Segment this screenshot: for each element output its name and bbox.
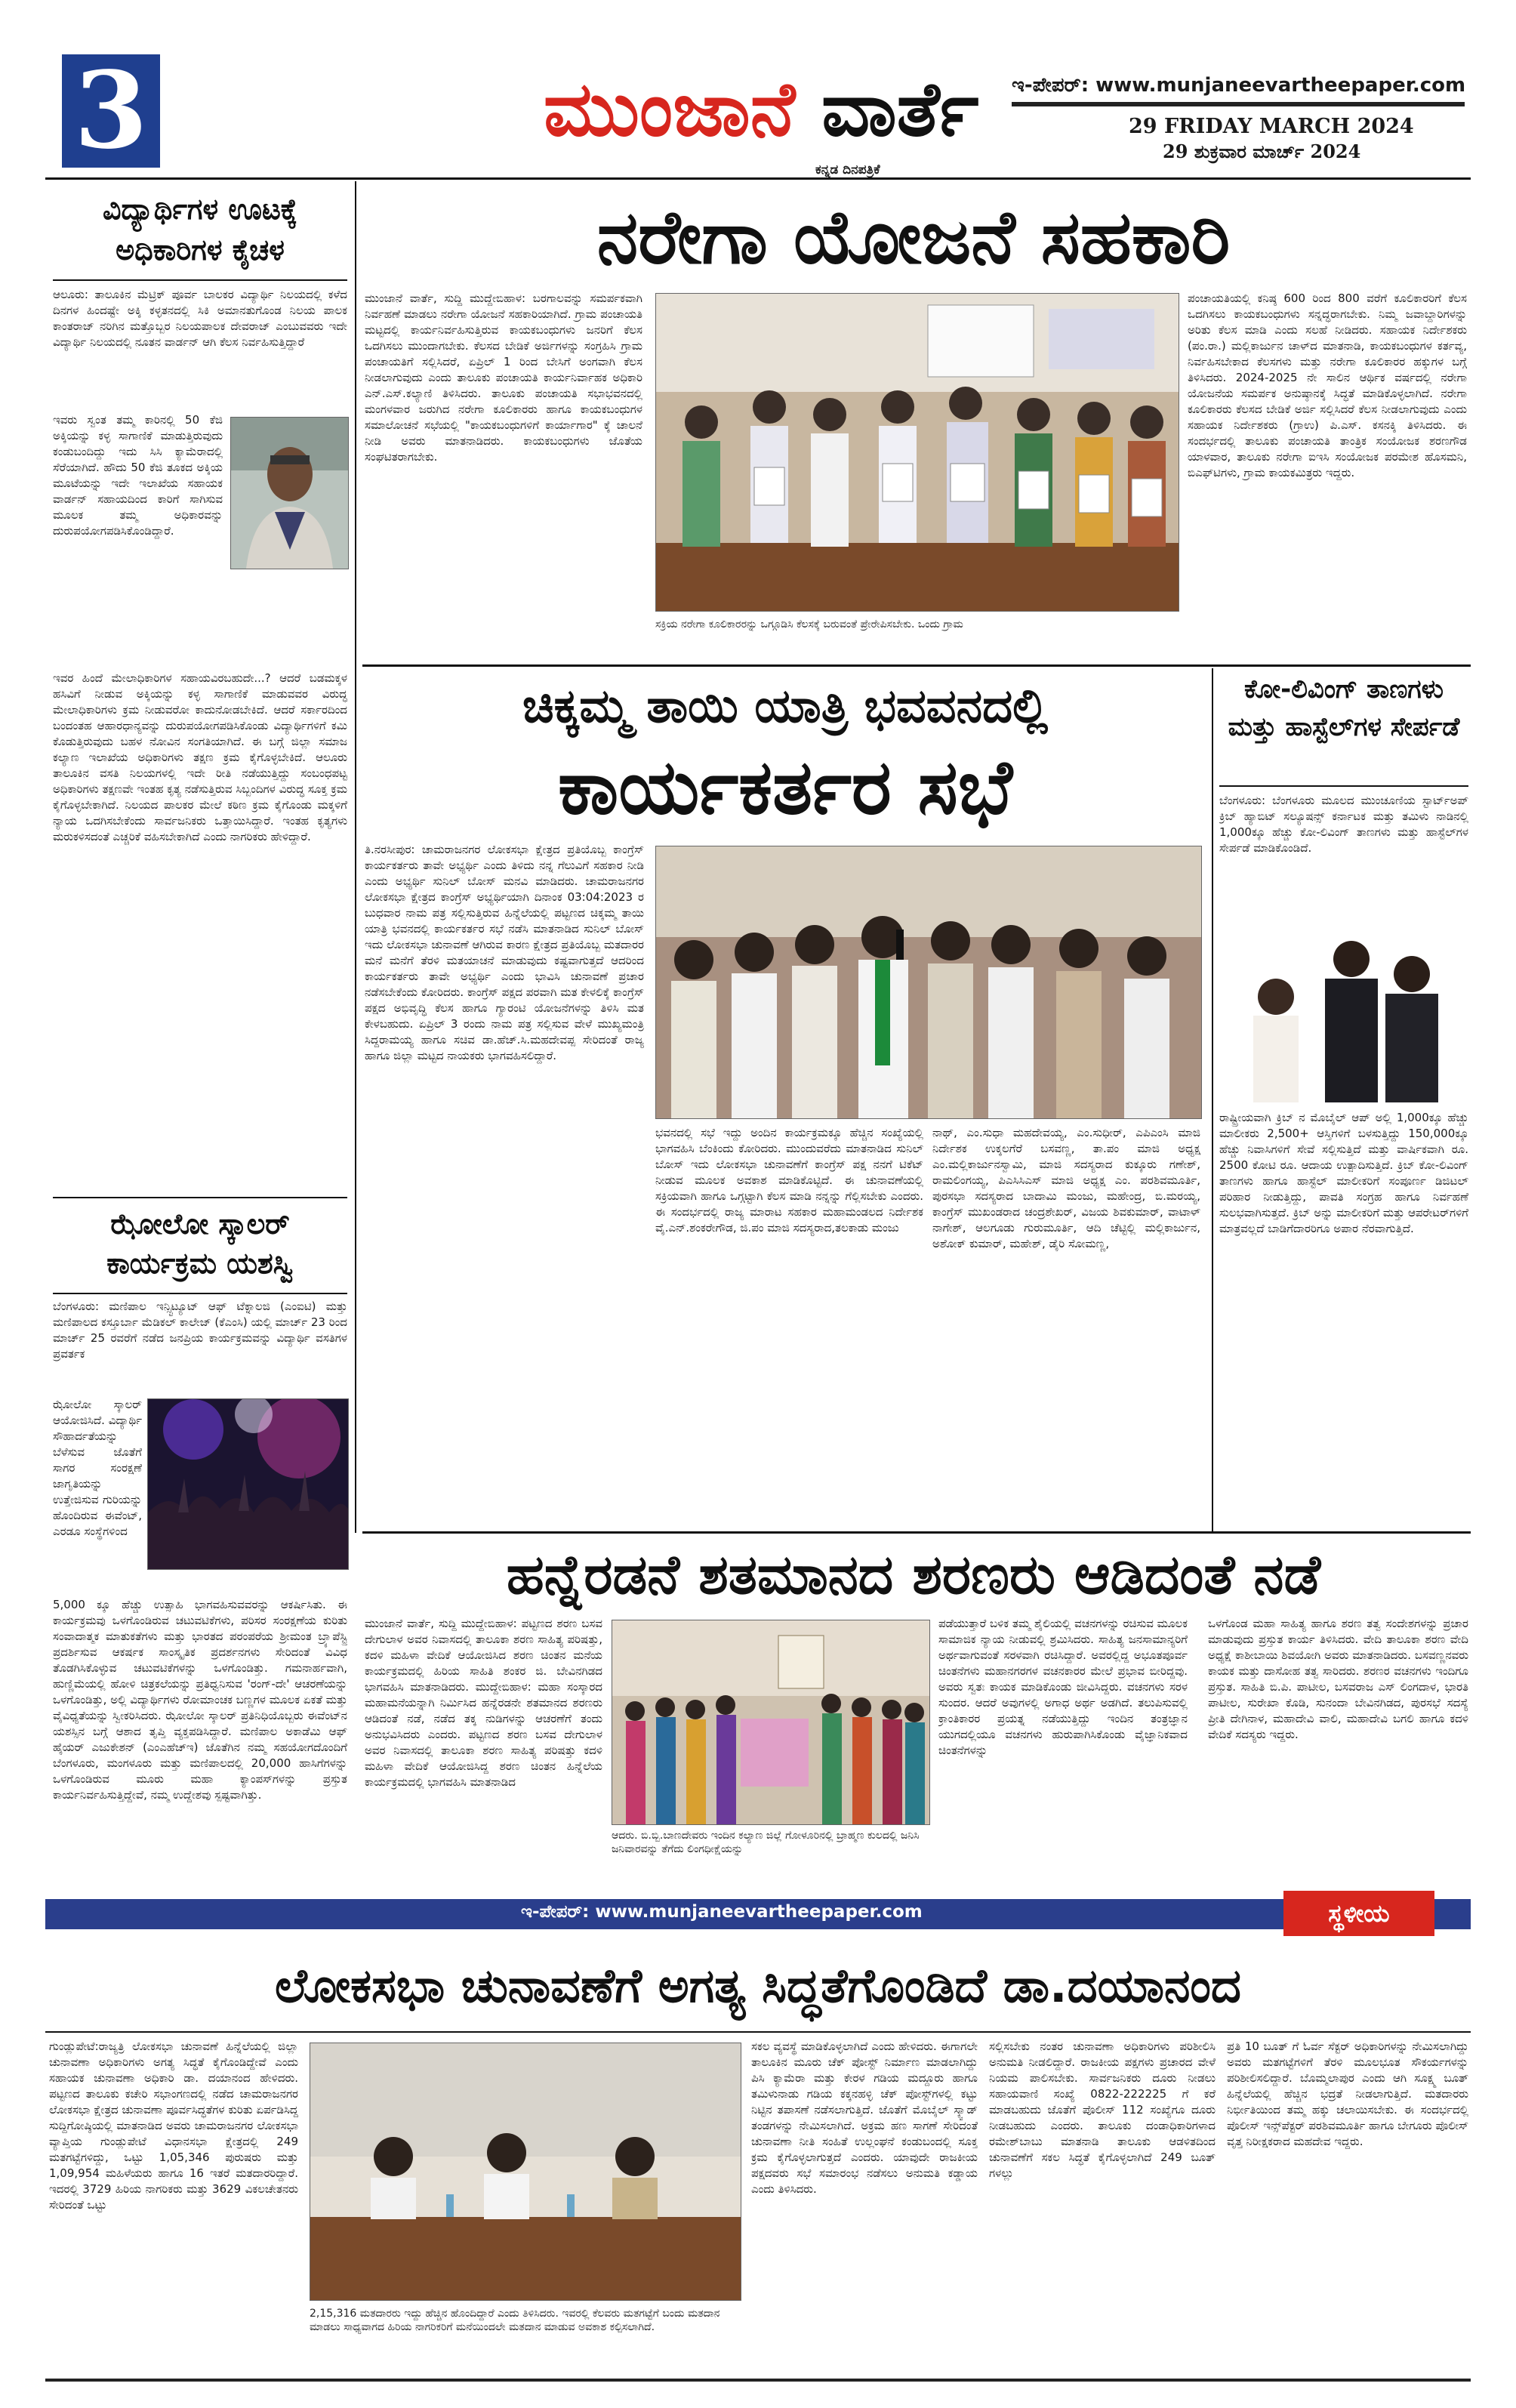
left-story-2-body: ಬೆಂಗಳೂರು: ಮಣಿಪಾಲ ಇನ್ಸ್ಟಿಟ್ಯೂಟ್ ಆಫ್ ಟೆಕ್ನಾಲಜಿ (ಎಂಐಟಿ) ಮತ್ತು ಮಣಿಪಾಲದ ಕಸ್ತೂರ್ಬಾ ಮೆಡಿಕಲ್ ಕಾಲೇಜ್ (ಕೆಎಂಸಿ) ಯಲ್ಲಿ ಮಾರ್ಚ್ 23 ರಿಂದ ಮಾರ್ಚ್ 25 ರವರೆಗೆ ನಡೆದ ಜನಪ್ರಿಯ ಕಾರ್ಯಕ್ರಮವನ್ನು ವಿದ್ಯಾರ್ಥಿ ವಸತಿಗಳ ಪ್ರವರ್ತಕ	[53, 1300, 347, 1361]
election-meeting-photo	[310, 2043, 741, 2301]
story-rule	[45, 2031, 1471, 2033]
column-divider	[355, 181, 356, 1533]
epaper-url[interactable]: ಇ-ಪೇಪರ್: www.munjaneevartheepaper.com	[1012, 74, 1466, 97]
main-story-1-body: ಮುಂಜಾನೆ ವಾರ್ತೆ, ಸುದ್ದಿ ಮುದ್ದೇಬಿಹಾಳ: ಬರಗಾಲವನ್ನು ಸಮರ್ಪಕವಾಗಿ ನಿರ್ವಹಣೆ ಮಾಡಲು ನರೇಗಾ ಯೋಜನೆ ಸಹಕಾರಿಯಾಗಿದೆ. ಗ್ರಾಮ ಪಂಚಾಯತಿ ಮಟ್ಟದಲ್ಲಿ ಕಾರ್ಯನಿರ್ವಹಿಸುತ್ತಿರುವ ಕಾಯಕಬಂಧುಗಳು ಜನರಿಗೆ ಕೆಲಸ ಒದಗಿಸಲು ಮುಂದಾಗಬೇಕು. ಕೆಲಸದ ಬೇಡಿಕೆ ಅರ್ಜಿಗಳನ್ನು ಸಂಗ್ರಹಿಸಿ ಗ್ರಾಮ ಪಂಚಾಯತಿಗೆ ಸಲ್ಲಿಸಿದರೆ, ಏಪ್ರಿಲ್ 1 ರಿಂದ ಬೇಸಿಗೆ ಅಂಗವಾಗಿ ಕೆಲಸ ನೀಡಲಾಗುವುದು ಎಂದು ತಾಲೂಕು ಪಂಚಾಯತಿ ಕಾರ್ಯನಿರ್ವಾಹಕ ಅಧಿಕಾರಿ ಎನ್.ಎಸ್.ಕಲ್ಯಾಣಿ ತಿಳಿಸಿದರು. ತಾಲೂಕು ಪಂಚಾಯತಿ ಸಭಾಭವನದಲ್ಲಿ ಮಂಗಳವಾರ ಜರುಗಿದ ನರೇಗಾ ಕೂಲಿಕಾರರು ಹಾಗೂ ಕಾಯಕಬಂಧುಗಳ ಸಮಾಲೋಚನೆ ಸಭೆಯಲ್ಲಿ "ಕಾಯಕಬಂಧುಗಳಿಗೆ ಕಾರ್ಯಾಗಾರ" ಕ್ಕೆ ಚಾಲನೆ ನೀಡಿ ಅವರು ಮಾತನಾಡಿದರು. ಕಾಯಕಬಂಧುಗಳು ಜೊತೆಯ ಸಂಘಟಿತರಾಗಬೇಕು.	[365, 291, 642, 464]
main-story-1-headline: ನರೇಗಾ ಯೋಜನೆ ಸಹಕಾರಿ	[596, 195, 1231, 281]
main-story-1-caption: ಸಕ್ರಿಯ ನರೇಗಾ ಕೂಲಿಕಾರರನ್ನು ಒಗ್ಗೂಡಿಸಿ ಕೆಲಸಕ್ಕೆ ಬರುವಂತೆ ಪ್ರೇರೇಪಿಸಬೇಕು. ಒಂದು ಗ್ರಾಮ	[655, 618, 963, 631]
bottom-story-body: ಸಕಲ ವ್ಯವಸ್ಥೆ ಮಾಡಿಕೊಳ್ಳಲಾಗಿದೆ ಎಂದು ಹೇಳಿದರು. ಈಗಾಗಲೇ ತಾಲೂಕಿನ ಮೂರು ಚೆಕ್ ಪೋಸ್ಟ್ ನಿರ್ಮಾಣ ಮಾಡಲಾಗಿದ್ದು ಪಿಸಿ ಕ್ಯಾಮೆರಾ ಮತ್ತು ಕೇರಳ ಗಡಿಯ ಮದ್ದೂರು ಹಾಗೂ ತಮಿಳುನಾಡು ಗಡಿಯ ಕಕ್ಕನಹಳ್ಳಿ ಚೆಕ್ ಪೋಸ್ಟ್‌ಗಳಲ್ಲಿ ಕಟ್ಟು ನಿಟ್ಟಿನ ತಪಾಸಣೆ ನಡೆಸಲಾಗುತ್ತಿದೆ. ಜೊತೆಗೆ ಮೊಬೈಲ್ ಸ್ಕ್ವಾಡ್ ತಂಡಗಳನ್ನು ನೇಮಿಸಲಾಗಿದೆ. ಅಕ್ರಮ ಹಣ ಸಾಗಣೆ ಸೇರಿದಂತೆ ಚುನಾವಣಾ ನೀತಿ ಸಂಹಿತೆ ಉಲ್ಲಂಘನೆ ಕಂಡುಬಂದಲ್ಲಿ ಸೂಕ್ತ ಕ್ರಮ ಕೈಗೊಳ್ಳಲಾಗುತ್ತದೆ ಎಂದರು. ಯಾವುದೇ ರಾಜಕೀಯ ಪಕ್ಷದವರು ಸಭೆ ಸಮಾರಂಭ ನಡೆಸಲು ಅನುಮತಿ ಕಡ್ಡಾಯ ಎಂದು ತಿಳಿಸಿದರು.	[751, 2040, 978, 2196]
nrega-meeting-photo	[655, 293, 1179, 612]
left-story-1-headline: ವಿದ್ಯಾರ್ಥಿಗಳ ಊಟಕ್ಕೆ ಅಧಿಕಾರಿಗಳ ಕೈಚಳ	[102, 193, 298, 267]
section-tag: ಸ್ಥಳೀಯ	[1283, 1891, 1434, 1936]
bottom-story-body: ಸಲ್ಲಿಸಬೇಕು ನಂತರ ಚುನಾವಣಾ ಅಧಿಕಾರಿಗಳು ಪರಿಶೀಲಿಸಿ ಅನುಮತಿ ನೀಡಲಿದ್ದಾರೆ. ರಾಜಕೀಯ ಪಕ್ಷಗಳು ಪ್ರಚಾರದ ವೇಳೆ ನಿಯಮ ಪಾಲಿಸಬೇಕು. ಸಾರ್ವಜನಿಕರು ದೂರು ನೀಡಲು ಸಹಾಯವಾಣಿ ಸಂಖ್ಯೆ 0822-222225 ಗೆ ಕರೆ ಮಾಡಬಹುದು ಜೊತೆಗೆ ಪೊಲೀಸ್ 112 ಸಂಖ್ಯೆಗೂ ದೂರು ನೀಡಬಹುದು ಎಂದರು. ತಾಲೂಕು ದಂಡಾಧಿಕಾರಿಗಳಾದ ರಮೇಶ್‌ಬಾಬು ಮಾತನಾಡಿ ತಾಲೂಕು ಆಡಳಿತದಿಂದ ಚುನಾವಣೆಗೆ ಸಕಲ ಸಿದ್ಧತೆ ಕೈಗೊಳ್ಳಲಾಗಿದೆ 249 ಬೂತ್ ಗಳಲ್ಲು	[989, 2040, 1216, 2180]
right-story-body: ರಾಷ್ಟ್ರೀಯವಾಗಿ ಕ್ರಿಬ್ ನ ಮೊಬೈಲ್ ಆಪ್ ಅಲ್ಲಿ 1,000ಕ್ಕೂ ಹೆಚ್ಚು ಮಾಲೀಕರು 2,500+ ಆಸ್ತಿಗಳಿಗೆ ಬಳಸುತ್ತಿದ್ದು 150,000ಕ್ಕೂ ಹೆಚ್ಚು ನಿವಾಸಿಗಳಿಗೆ ಸೇವೆ ಸಲ್ಲಿಸುತ್ತಿದೆ ಮತ್ತು ವಾರ್ಷಿಕವಾಗಿ ರೂ. 2500 ಕೋಟಿ ರೂ. ಆದಾಯ ಉತ್ಪಾದಿಸುತ್ತಿದೆ. ಕ್ರಿಬ್ ಕೋ-ಲಿವಿಂಗ್ ತಾಣಗಳು ಹಾಗೂ ಹಾಸ್ಟೆಲ್ ಮಾಲೀಕರಿಗೆ ಸಂಪೂರ್ಣ ಡಿಜಿಟಲ್ ಪರಿಹಾರ ನೀಡುತ್ತಿದ್ದು, ಪಾವತಿ ಸಂಗ್ರಹ ಹಾಗೂ ನಿರ್ವಹಣೆ ಸುಲಭವಾಗಿಸುತ್ತದೆ. ಕ್ರಿಬ್ ಅನ್ನು ಮಾಲೀಕರಿಗೆ ಮತ್ತು ಆಪರೇಟರ್‌ಗಳಿಗೆ ಮಾತ್ರವಲ್ಲದೆ ಬಾಡಿಗೆದಾರರಿಗೂ ಅಪಾರ ನೆರವಾಗುತ್ತಿದೆ.	[1219, 1111, 1468, 1235]
bottom-story-body: ಗುಂಡ್ಲುಪೇಟೆ:ರಾಜ್ಯತ್ರಿ ಲೋಕಸಭಾ ಚುನಾವಣೆ ಹಿನ್ನೆಲೆಯಲ್ಲಿ ಜಿಲ್ಲಾ ಚುನಾವಣಾ ಅಧಿಕಾರಿಗಳು ಅಗತ್ಯ ಸಿದ್ಧತೆ ಕೈಗೊಂಡಿದ್ದೇವೆ ಎಂದು ಸಹಾಯಕ ಚುನಾವಣಾ ಅಧಿಕಾರಿ ಡಾ. ದಯಾನಂದ ಹೇಳಿದರು. ಪಟ್ಟಣದ ತಾಲೂಕು ಕಚೇರಿ ಸಭಾಂಗಣದಲ್ಲಿ ನಡೆದ ಚಾಮರಾಜನಗರ ಲೋಕಸಭಾ ಕ್ಷೇತ್ರದ ಚುನಾವಣಾ ಪೂರ್ವಸಿದ್ಧತೆಗಳ ಕುರಿತು ಏರ್ಪಡಿಸಿದ್ದ ಸುದ್ದಿಗೋಷ್ಠಿಯಲ್ಲಿ ಮಾತನಾಡಿದ ಅವರು ಚಾಮರಾಜನಗರ ಲೋಕಸಭಾ ವ್ಯಾಪ್ತಿಯ ಗುಂಡ್ಲುಪೇಟೆ ವಿಧಾನಸಭಾ ಕ್ಷೇತ್ರದಲ್ಲಿ 249 ಮತಗಟ್ಟೆಗಳಿದ್ದು, ಒಟ್ಟು 1,05,346 ಪುರುಷರು ಮತ್ತು 1,09,954 ಮಹಿಳೆಯರು ಹಾಗೂ 16 ಇತರೆ ಮತದಾರರಿದ್ದಾರೆ. ಇದರಲ್ಲಿ 3729 ಹಿರಿಯ ನಾಗರಿಕರು ಮತ್ತು 3629 ವಿಕಲಚೇತನರು ಸೇರಿದಂತೆ ಒಟ್ಟು	[49, 2040, 298, 2212]
main-story-2-kicker: ಚಿಕ್ಕಮ್ಮ ತಾಯಿ ಯಾತ್ರಿ ಭವವನದಲ್ಲಿ	[522, 678, 1049, 733]
left-story-1-body: ಇವರು ಸ್ವಂತ ತಮ್ಮ ಕಾರಿನಲ್ಲಿ 50 ಕೆಜಿ ಅಕ್ಕಿಯನ್ನು ಕಳ್ಳ ಸಾಗಾಣಿಕೆ ಮಾಡುತ್ತಿರುವುದು ಕಂಡುಬಂದಿದ್ದು ಇದು ಸಿಸಿ ಕ್ಯಾಮೆರಾದಲ್ಲಿ ಸೆರೆಯಾಗಿದೆ. ಹೌದು 50 ಕೆಜಿ ತೂಕದ ಅಕ್ಕಿಯ ಮೂಟೆಯನ್ನು ಇದೇ ಇಲಾಖೆಯ ಸಹಾಯಕ ವಾರ್ಡನ್ ಸಹಾಯದಿಂದ ಕಾರಿಗೆ ಸಾಗಿಸುವ ಮೂಲಕ ತಮ್ಮ ಅಧಿಕಾರವನ್ನು ದುರುಪಯೋಗಪಡಿಸಿಕೊಂಡಿದ್ದಾರೆ.	[53, 413, 223, 538]
main-story-3-body: ಪಡೆಯುತ್ತಾರೆ ಬಳಿಕ ತಮ್ಮ ಶೈಲಿಯಲ್ಲಿ ವಚನಗಳನ್ನು ರಚಿಸುವ ಮೂಲಕ ಸಾಮಾಜಿಕ ನ್ಯಾಯ ನೀಡುವಲ್ಲಿ ಶ್ರಮಿಸಿದರು. ಸಾಹಿತ್ಯ ಜನಸಾಮಾನ್ಯರಿಗೆ ಅರ್ಥವಾಗುವಂತೆ ಸರಳವಾಗಿ ರಚಿಸಿದ್ದಾರೆ. ಅವರಲ್ಲಿದ್ದ ಅಭೂತಪೂರ್ವ ಚಿಂತನೆಗಳು ಮಹಾನಗರಗಳ ವಚನಕಾರರ ಮೇಲೆ ಪ್ರಭಾವ ಬೀರಿದ್ದವು. ಅವರು ಸ್ವತಃ ಕಾಯಕ ಮಾಡಿಕೊಂಡು ಜೀವಿಸಿದ್ದರು. ವಚನಗಳು ಸರಳ ಸುಂದರ. ಆದರೆ ಅವುಗಳಲ್ಲಿ ಅಗಾಧ ಅರ್ಥ ಅಡಗಿದೆ. ತಲುಪಿಸುವಲ್ಲಿ ಕ್ರಾಂತಿಕಾರರ ಪ್ರಯತ್ನ ನಡೆಯುತ್ತಿದ್ದು ಇಂದಿನ ತಂತ್ರಜ್ಞಾನ ಯುಗದಲ್ಲಿಯೂ ವಚನಗಳು ಹುರುಪಾಗಿಸಿಕೊಂಡು ವೈಜ್ಞಾನಿಕವಾದ ಚಿಂತನೆಗಳನ್ನು	[938, 1617, 1188, 1757]
masthead-title	[544, 65, 979, 153]
congress-meeting-photo	[655, 846, 1202, 1119]
main-story-2-headline: ಕಾರ್ಯಕರ್ತರ ಸಭೆ	[557, 743, 1013, 831]
main-story-3-headline: ಹನ್ನೆರಡನೆ ಶತಮಾನದ ಶರಣರು ಆಡಿದಂತೆ ನಡೆ	[506, 1543, 1321, 1606]
band-epaper-url[interactable]: ಇ-ಪೇಪರ್: www.munjaneevartheepaper.com	[521, 1902, 923, 1922]
masthead-title-black: ವಾರ್ತೆ	[821, 65, 979, 153]
main-story-3-body: ಮುಂಜಾನೆ ವಾರ್ತೆ, ಸುದ್ದಿ ಮುದ್ದೇಬಿಹಾಳ: ಪಟ್ಟಣದ ಶರಣ ಬಸವ ದೇಗುಲಾಳ ಅವರ ನಿವಾಸದಲ್ಲಿ ತಾಲೂಕಾ ಶರಣ ಸಾಹಿತ್ಯ ಪರಿಷತ್ತು, ಕದಳಿ ಮಹಿಳಾ ವೇದಿಕೆ ಆಯೋಜಿಸಿದ ಶರಣ ಚಿಂತನ ಮನೆಯ ಕಾರ್ಯಕ್ರಮದಲ್ಲಿ ಹಿರಿಯ ಸಾಹಿತಿ ಶಂಕರ ಜಿ. ಬೇವಿನಗಿಡದ ಭಾಗವಹಿಸಿ ಮಾತನಾಡಿದರು. ಮುದ್ದೇಬಿಹಾಳ: ಮಹಾ ಸಂಸ್ಕಾರದ ಮಹಾಮನೆಯನ್ನಾಗಿ ನಿರ್ಮಿಸಿದ ಹನ್ನೆರಡನೇ ಶತಮಾನದ ಶರಣರು ಆಡಿದಂತೆ ನಡೆ, ನಡೆದ ತಕ್ಕ ನುಡಿಗಳನ್ನು ಆಚರಣೆಗೆ ತಂದು ಅನುಭವಿಸಿದರು ಎಂದರು. ಪಟ್ಟಣದ ಶರಣ ಬಸವ ದೇಗುಲಾಳ ಅವರ ನಿವಾಸದಲ್ಲಿ ತಾಲೂಕಾ ಶರಣ ಸಾಹಿತ್ಯ ಪರಿಷತ್ತು ಕದಳಿ ಮಹಿಳಾ ವೇದಿಕೆ ಆಯೋಜಿಸಿದ್ದ ಶರಣ ಚಿಂತನ ಹಿನ್ನೆಲೆಯ ಕಾರ್ಯಕ್ರಮದಲ್ಲಿ ಭಾಗವಹಿಸಿ ಮಾತನಾಡಿದ	[365, 1617, 602, 1789]
masthead-title-red: ಮುಂಜಾನೆ	[544, 65, 796, 153]
column-divider	[1212, 668, 1213, 1533]
header-rule	[45, 177, 1471, 180]
sharana-event-photo	[612, 1620, 930, 1825]
concert-photo	[147, 1398, 349, 1570]
story-rule	[1219, 785, 1468, 787]
main-story-3-caption: ಆದರು. ಬಿ.ಬ್ಬಿ.ಬಾಣದೇವರು ಇಂದಿನ ಕಲ್ಯಾಣ ಜಿಲ್ಲೆ ಗೋಳೂರಿನಲ್ಲಿ ಬ್ರಾಹ್ಮಣ ಕುಲದಲ್ಲಿ ಜನಿಸಿ ಜನಿವಾರವನ್ನು ತೆಗೆದು ಲಿಂಗಧೀಕ್ಷೆಯನ್ನು	[612, 1830, 920, 1855]
main-story-2-body: ತಿ.ನರಸೀಪುರ: ಚಾಮರಾಜನಗರ ಲೋಕಸಭಾ ಕ್ಷೇತ್ರದ ಪ್ರತಿಯೊಬ್ಬ ಕಾಂಗ್ರೆಸ್ ಕಾರ್ಯಕರ್ತರು ತಾವೇ ಅಭ್ಯರ್ಥಿ ಎಂದು ತಿಳಿದು ನನ್ನ ಗೆಲುವಿಗೆ ಸಹಕಾರ ನೀಡಿ ಎಂದು ಅಭ್ಯರ್ಥಿ ಸುನಿಲ್ ಬೋಸ್ ಮನವಿ ಮಾಡಿದರು. ಚಾಮರಾಜನಗರ ಲೋಕಸಭಾ ಕ್ಷೇತ್ರದ ಕಾಂಗ್ರೆಸ್ ಅಭ್ಯರ್ಥಿಯಾಗಿ ದಿನಾಂಕ 03:04:2023 ರ ಬುಧವಾರ ನಾಮ ಪತ್ರ ಸಲ್ಲಿಸುತ್ತಿರುವ ಹಿನ್ನೆಲೆಯಲ್ಲಿ ಪಟ್ಟಣದ ಚಿಕ್ಕಮ್ಮ ತಾಯಿ ಯಾತ್ರಿ ಭವನದಲ್ಲಿ ಕಾರ್ಯಕರ್ತರ ಸಭೆ ನಡೆಸಿ ಮಾತನಾಡಿದ ಸುನಿಲ್ ಬೋಸ್ ಇದು ಲೋಕಸಭಾ ಚುನಾವಣೆ ಆಗಿರುವ ಕಾರಣ ಕ್ಷೇತ್ರದ ಪ್ರತಿಯೊಬ್ಬ ಮತದಾರರ ಮನೆ ಮನೆಗೆ ತೆರಳಿ ಮತಯಾಚನೆ ಮಾಡುವುದು ಕಷ್ಟವಾಗುತ್ತದೆ ಆದರಿಂದ ಕಾರ್ಯಕರ್ತರು ತಾವೇ ಅಭ್ಯರ್ಥಿ ಎಂದು ಭಾವಿಸಿ ಚುನಾವಣೆ ಪ್ರಚಾರ ನಡೆಸಬೇಕೆಂದು ಕೋರಿದರು. ಕಾಂಗ್ರೆಸ್ ಪಕ್ಷದ ಪರವಾಗಿ ಮತ ಕೇಳಲಿಕ್ಕೆ ಕಾಂಗ್ರೆಸ್ ಪಕ್ಷದ ಅಭಿವೃದ್ಧಿ ಕೆಲಸ ಹಾಗೂ ಗ್ಯಾರಂಟಿ ಯೋಜನೆಗಳನ್ನು ತಿಳಿಸಿ ಮತ ಕೇಳಬಹುದು. ಏಪ್ರಿಲ್ 3 ರಂದು ನಾಮ ಪತ್ರ ಸಲ್ಲಿಸುವ ವೇಳೆ ಮುಖ್ಯಮಂತ್ರಿ ಸಿದ್ದರಾಮಯ್ಯ ಹಾಗೂ ಸಚಿವ ಡಾ.ಹೆಚ್.ಸಿ.ಮಹದೇವಪ್ಪ ಸೇರಿದಂತೆ ರಾಜ್ಯ ಹಾಗೂ ಜಿಲ್ಲಾ ಮಟ್ಟದ ನಾಯಕರು ಭಾಗವಹಿಸಲಿದ್ದಾರೆ.	[365, 843, 644, 1062]
bottom-story-headline: ಲೋಕಸಭಾ ಚುನಾವಣೆಗೆ ಅಗತ್ಯ ಸಿದ್ಧತೆಗೊಂಡಿದೆ ಡಾ.ದಯಾನಂದ	[275, 1958, 1241, 2013]
story-rule	[53, 1197, 347, 1198]
main-story-3-body: ಒಳಗೊಂಡ ಮಹಾ ಸಾಹಿತ್ಯ ಹಾಗೂ ಶರಣ ತತ್ವ ಸಂದೇಶಗಳನ್ನು ಪ್ರಚಾರ ಮಾಡುವುದು ಪ್ರಸ್ತುತ ಕಾರ್ಯ ತಿಳಿಸಿದರು. ವೇದಿ ತಾಲೂಕಾ ಶರಣ ವೇದಿ ಅಧ್ಯಕ್ಷೆ ಕಾಶೀಬಾಯಿ ಶಿವಯೋಗಿ ಅವರು ಮಾತನಾಡಿದರು. ಬಸವಣ್ಣನವರು ಕಾಯಕ ಮತ್ತು ದಾಸೋಹ ತತ್ವ ಸಾರಿದರು. ಶರಣರ ವಚನಗಳು ಇಂದಿಗೂ ಪ್ರಸ್ತುತ. ಸಾಹಿತಿ ಬಿ.ಪಿ. ಪಾಟೀಲ, ಬಸವರಾಜ ಎಸ್ ಲಿಂಗದಾಳ, ಭಾರತಿ ಪಾಟೀಲ, ಸುರೇಖಾ ಕೊಡಿ, ಸುನಂದಾ ಬೇವಿನಗಿಡದ, ಪುರಸಭೆ ಸದಸ್ಯೆ ಪ್ರೀತಿ ದೇಗಿನಾಳ, ಮಹಾದೇವಿ ವಾಲಿ, ಮಹಾದೇವಿ ಬಗಲಿ ಹಾಗೂ ಕದಳಿ ವೇದಿಕೆ ಸದಸ್ಯರು ಇದ್ದರು.	[1208, 1617, 1468, 1741]
left-story-2-headline: ಝೋಲೋ ಸ್ಕಾಲರ್ ಕಾರ್ಯಕ್ರಮ ಯಶಸ್ವಿ	[106, 1207, 294, 1280]
story-rule	[362, 1531, 1471, 1534]
right-story-body: ಬೆಂಗಳೂರು: ಬೆಂಗಳೂರು ಮೂಲದ ಮುಂಚೂಣಿಯ ಸ್ಟಾರ್ಟ್ಅಪ್ ಕ್ರಿಬ್ ಹ್ಯಾಬಿಟ್ ಸಲ್ಯೂಷನ್ಸ್ ಕರ್ನಾಟಕ ಮತ್ತು ತಮಿಳು ನಾಡಿನಲ್ಲಿ 1,000ಕ್ಕೂ ಹೆಚ್ಚು ಕೋ-ಲಿವಿಂಗ್ ತಾಣಗಳು ಮತ್ತು ಹಾಸ್ಟೆಲ್‌ಗಳ ಸೇರ್ಪಡೆ ಮಾಡಿಕೊಂಡಿದೆ.	[1219, 794, 1468, 855]
main-story-1-body: ಪಂಚಾಯತಿಯಲ್ಲಿ ಕನಿಷ್ಠ 600 ರಿಂದ 800 ವರೆಗೆ ಕೂಲಿಕಾರರಿಗೆ ಕೆಲಸ ಒದಗಿಸಲು ಕಾಯಕಬಂಧುಗಳು ಸನ್ನದ್ಧರಾಗಬೇಕು. ನಿಮ್ಮ ಜವಾಬ್ದಾರಿಗಳನ್ನು ಅರಿತು ಕೆಲಸ ಮಾಡಿ ಎಂದು ಸಲಹೆ ನೀಡಿದರು. ಸಹಾಯಕ ನಿರ್ದೇಶಕರು (ಪಂ.ರಾ.) ಮಲ್ಲಿಕಾರ್ಜುನ ಚಾಳ್‌ದ ಮಾತನಾಡಿ, ಕಾಯಕಬಂಧುಗಳ ಕರ್ತವ್ಯ, ನಿರ್ವಹಿಸಬೇಕಾದ ಕೆಲಸಗಳು ಮತ್ತು ನರೇಗಾ ಕೂಲಿಕಾರರ ಹಕ್ಕುಗಳ ಬಗ್ಗೆ ತಿಳಿಸಿದರು. 2024-2025 ನೇ ಸಾಲಿನ ಆರ್ಥಿಕ ವರ್ಷದಲ್ಲಿ ನರೇಗಾ ಯೋಜನೆಯ ಸಮರ್ಪಕ ಅನುಷ್ಠಾನಕ್ಕೆ ಸಿದ್ಧತೆ ಮಾಡಿಕೊಳ್ಳಲಾಗಿದೆ. ನರೇಗಾ ಕೂಲಿಕಾರರು ಕೆಲಸದ ಬೇಡಿಕೆ ಅರ್ಜಿ ಸಲ್ಲಿಸಿದರೆ ಕೆಲಸ ನೀಡಲಾಗುವುದು ಎಂದು ಸಹಾಯಕ ನಿರ್ದೇಶಕರು (ಗ್ರಾಉ) ಪಿ.ಎಸ್. ಕಸನಕ್ಕಿ ತಿಳಿಸಿದರು. ಈ ಸಂದರ್ಭದಲ್ಲಿ ತಾಲೂಕು ಪಂಚಾಯತಿ ತಾಂತ್ರಿಕ ಸಂಯೋಜಕ ಶರಣಗೌಡ ಯಾಳವಾರ, ತಾಲೂಕು ನರೇಗಾ ಐಇಸಿ ಸಂಯೋಜಕ ಪರಮೇಶ ಹೊಸಮನಿ, ಬಿಎಫ್‌ಟಿಗಳು, ಗ್ರಾಮ ಕಾಯಕಮಿತ್ರರು ಇದ್ದರು.	[1188, 291, 1467, 479]
left-story-2-body: 5,000 ಕ್ಕೂ ಹೆಚ್ಚು ಉತ್ಸಾಹಿ ಭಾಗವಹಿಸುವವರನ್ನು ಆಕರ್ಷಿಸಿತು. ಈ ಕಾರ್ಯಕ್ರಮವು ಒಳಗೊಂಡಿರುವ ಚಟುವಟಿಕೆಗಳು, ಪರಿಸರ ಸಂರಕ್ಷಣೆಯ ಕುರಿತು ಸಂವಾದಾತ್ಮಕ ಮಾತುಕತೆಗಳು ಮತ್ತು ಭಾರತದ ಪರಂಪರೆಯ ಶ್ರೀಮಂತ ಬ್ರ್ಯಾಪೆಸ್ಟ್ರಿ ಪ್ರದರ್ಶಿಸುವ ಆಕರ್ಷಕ ಸಾಂಸ್ಕೃತಿಕ ಪ್ರದರ್ಶನಗಳು ಸೇರಿದಂತೆ ವಿವಿಧ ತೊಡಗಿಸಿಕೊಳ್ಳುವ ಚಟುವಟಿಕೆಗಳನ್ನು ಒಳಗೊಂಡಿತ್ತು. ಗಮನಾರ್ಹವಾಗಿ, ಹುಣ್ಣಿಮೆಯಲ್ಲಿ ಹೋಳಿ ಚಿತ್ರಕಲೆಯನ್ನು ಪ್ರತಿಧ್ವನಿಸುವ 'ರಂಗ್-ದೇ' ಆಚರಣೆಯನ್ನು ಒಳಗೊಂಡಿತ್ತು, ಅಲ್ಲಿ ವಿದ್ಯಾರ್ಥಿಗಳು ರೋಮಾಂಚಕ ಬಣ್ಣಗಳ ಮೂಲಕ ಏಕತೆ ಮತ್ತು ವೈವಿಧ್ಯತೆಯನ್ನು ಸ್ವೀಕರಿಸಿದರು. ಝೋಲೋ ಸ್ಕಾಲರ್ ಪ್ರತಿನಿಧಿಯೊಬ್ಬರು ಈವೆಂಟ್‌ನ ಯಶಸ್ಸಿನ ಬಗ್ಗೆ ಆಶಾದ ತೃಪ್ತಿ ವ್ಯಕ್ತಪಡಿಸಿದ್ದಾರೆ. ಮಣಿಪಾಲ ಅಕಾಡೆಮಿ ಆಫ್ ಹೈಯರ್ ಎಜುಕೇಶನ್ (ಎಂಎಹೆಚ್ಇ) ಜೊತೆಗಿನ ನಮ್ಮ ಸಹಯೋಗದೊಂದಿಗೆ ಬೆಂಗಳೂರು, ಮಂಗಳೂರು ಮತ್ತು ಮಣಿಪಾಲದಲ್ಲಿ 20,000 ಹಾಸಿಗೆಗಳನ್ನು ಒಳಗೊಂಡಿರುವ ಮೂರು ಮಹಾ ಕ್ಯಾಂಪಸ್‌ಗಳನ್ನು ಪ್ರಸ್ತುತ ಕಾರ್ಯನಿರ್ವಹಿಸುತ್ತಿದ್ದೇವೆ, ನಮ್ಮ ಉದ್ದೇಶವು ಸ್ಪಷ್ಟವಾಗಿತ್ತು.	[53, 1598, 347, 1802]
portrait-photo	[230, 417, 349, 569]
story-rule	[362, 664, 1471, 667]
right-story-headline: ಕೋ-ಲಿವಿಂಗ್ ತಾಣಗಳು ಮತ್ತು ಹಾಸ್ಟೆಲ್‌ಗಳ ಸೇರ್ಪಡೆ	[1228, 674, 1460, 742]
page-number: 3	[62, 54, 160, 168]
left-story-1-body: ಇವರ ಹಿಂದೆ ಮೇಲಾಧಿಕಾರಿಗಳ ಸಹಾಯವಿರಬಹುದೇ...? ಆದರೆ ಬಡಮಕ್ಕಳ ಹಸಿವಿಗೆ ನೀಡುವ ಅಕ್ಕಿಯನ್ನು ಕಳ್ಳ ಸಾಗಾಣಿಕೆ ಮಾಡುವವರ ವಿರುದ್ಧ ಮೇಲಾಧಿಕಾರಿಗಳು ಕ್ರಮ ನೀಡುವರೋ ಕಾದುನೋಡಬೇಕಿದೆ. ಆದರೆ ಸರ್ಕಾರದಿಂದ ಬಂದಂತಹ ಆಹಾರಧಾನ್ಯವನ್ನು ದುರುಪಯೋಗಪಡಿಸಿಕೊಂಡು ವಿದ್ಯಾರ್ಥಿಗಳಿಗೆ ಕಮಿ ಕೊಡುತ್ತಿರುವುದು ಬಹಳ ನೋವಿನ ಸಂಗತಿಯಾಗಿದೆ. ಈ ಬಗ್ಗೆ ಜಿಲ್ಲಾ ಸಮಾಜ ಕಲ್ಯಾಣ ಇಲಾಖೆಯ ಅಧಿಕಾರಿಗಳು ತಕ್ಷಣ ಕ್ರಮ ಕೈಗೊಳ್ಳಬೇಕಿದೆ. ಆಲೂರು ತಾಲೂಕಿನ ವಸತಿ ನಿಲಯಗಳಲ್ಲಿ ಇದೇ ರೀತಿ ನಡೆಯುತ್ತಿದ್ದು ಸಂಬಂಧಪಟ್ಟ ಅಧಿಕಾರಿಗಳು ತಕ್ಷಣವೇ ಇಂತಹ ಕೃತ್ಯ ನಡೆಸುತ್ತಿರುವ ಸಿಬ್ಬಂದಿಗಳ ವಿರುದ್ಧ ಸೂಕ್ತ ಕ್ರಮ ಕೈಗೊಳ್ಳಬೇಕಾಗಿದೆ. ನಿಲಯದ ಪಾಲಕರ ಮೇಲೆ ಕಠಿಣ ಕ್ರಮ ಕೈಗೊಂಡು ಮಕ್ಕಳಿಗೆ ನ್ಯಾಯ ಒದಗಿಸಬೇಕೆಂದು ಸಾರ್ವಜನಿಕರು ಒತ್ತಾಯಿಸಿದ್ದಾರೆ. ಇಂತಹ ಕೃತ್ಯಗಳು ಮರುಕಳಿಸದಂತೆ ಎಚ್ಚರಿಕೆ ವಹಿಸಬೇಕಾಗಿದೆ ಎಂದು ನಾಗರಿಕರು ಹೇಳಿದ್ದಾರೆ.	[53, 671, 347, 843]
main-story-2-body: ನಾಥ್, ಎಂ.ಸುಧಾ ಮಹದೇವಯ್ಯ, ಎಂ.ಸುಧೀರ್, ಎಪಿಎಂಸಿ ಮಾಜಿ ನಿರ್ದೇಶಕ ಉಕ್ಕಲಗೆರೆ ಬಸವಣ್ಣ, ತಾ.ಪಂ ಮಾಜಿ ಅಧ್ಯಕ್ಷ ಎಂ.ಮಲ್ಲಿಕಾರ್ಜುನಸ್ವಾಮಿ, ಮಾಜಿ ಸದಸ್ಯರಾದ ಕುಕ್ಕೂರು ಗಣೇಶ್, ರಾಮಲಿಂಗಯ್ಯ, ಪಿಎಸಿಸಿಎಸ್ ಮಾಜಿ ಅಧ್ಯಕ್ಷ ಎಂ. ಪರಶಿವಮೂರ್ತಿ, ಪುರಸಭಾ ಸದಸ್ಯರಾದ ಬಾದಾಮಿ ಮಂಜು, ಮಹೇಂದ್ರ, ಬಿ.ಮರಯ್ಯ, ಕಾಂಗ್ರೆಸ್ ಮುಖಂಡರಾದ ಚಂದ್ರಶೇಖರ್, ವಿಜಯ ಶಿವಕುಮಾರ್, ವಾಟಾಳ್ ನಾಗೇಶ್, ಆಲಗೂಡು ಗುರುಮೂರ್ತಿ, ಆದಿ ಚೆಟ್ಟಿಲ್ಲಿ ಮಲ್ಲಿಕಾರ್ಜುನ, ಅಶೋಕ್ ಕುಮಾರ್, ಮಹೇಶ್, ಡೈರಿ ಸೋಮಣ್ಣ,	[932, 1126, 1200, 1250]
date-kannada: 29 ಶುಕ್ರವಾರ ಮಾರ್ಚ್ 2024	[1163, 140, 1361, 162]
left-story-2-body: ಝೋಲೋ ಸ್ಕಾಲರ್ ಆಯೋಜಿಸಿದೆ. ವಿದ್ಯಾರ್ಥಿ ಸೌಹಾರ್ದತೆಯನ್ನು ಬೆಳೆಸುವ ಜೊತೆಗೆ ಸಾಗರ ಸಂರಕ್ಷಣೆ ಜಾಗೃತಿಯನ್ನು ಉತ್ತೇಜಿಸುವ ಗುರಿಯನ್ನು ಹೊಂದಿರುವ ಈವೆಂಟ್, ಎರಡೂ ಸಂಸ್ಥೆಗಳಿಂದ	[53, 1398, 142, 1538]
header-divider	[1012, 102, 1465, 106]
left-story-1-body: ಆಲೂರು: ತಾಲೂಕಿನ ಮೆಟ್ರಿಕ್ ಪೂರ್ವ ಬಾಲಕರ ವಿದ್ಯಾರ್ಥಿ ನಿಲಯದಲ್ಲಿ ಕಳೆದ ದಿನಗಳ ಹಿಂದಷ್ಟೇ ಅಕ್ಕಿ ಕಳ್ಳತನದಲ್ಲಿ ಸಿಕಿ ಅಮಾನತುಗೊಂಡ ನಿಲಯ ಪಾಲಕ ಕಾಂತರಾಜ್ ನರಿಗಿನ ಮತ್ತೊಬ್ಬರ ನಿಲಯಪಾಲಕ ದೇವರಾಜ್ ಎಂಬುವವರು ಇದೇ ವಿದ್ಯಾರ್ಥಿ ನಿಲಯದಲ್ಲಿ ನೂತನ ವಾರ್ಡನ್ ಆಗಿ ಕೆಲಸ ನಿರ್ವಹಿಸುತ್ತಿದ್ದಾರೆ	[53, 288, 347, 349]
story-rule	[53, 1293, 347, 1294]
masthead-subtitle: ಕನ್ನಡ ದಿನಪತ್ರಿಕೆ	[815, 162, 880, 177]
founders-photo	[1223, 914, 1465, 1102]
story-rule	[53, 279, 347, 281]
date-english: 29 FRIDAY MARCH 2024	[1129, 115, 1414, 138]
bottom-story-body: ಪ್ರತಿ 10 ಬೂತ್ ಗೆ ಓರ್ವ ಸೆಕ್ಟರ್ ಅಧಿಕಾರಿಗಳನ್ನು ನೇಮಿಸಲಾಗಿದ್ದು ಅವರು ಮತಗಟ್ಟೆಗಳಿಗೆ ತೆರಳಿ ಮೂಲಭೂತ ಸೌಕರ್ಯಗಳನ್ನು ಪರಿಶೀಲಿಸಲಿದ್ದಾರೆ. ಬೊಮ್ಮಲಾಪುರ ಎಂದು ಆಗಿ ಸೂಕ್ಷ್ಮ ಬೂತ್ ಹಿನ್ನೆಲೆಯಲ್ಲಿ ಹೆಚ್ಚಿನ ಭದ್ರತೆ ನೀಡಲಾಗುತ್ತಿದೆ. ಮತದಾರರು ನಿರ್ಭೀತಿಯಿಂದ ತಮ್ಮ ಹಕ್ಕು ಚಲಾಯಿಸಬೇಕು. ಈ ಸಂದರ್ಭದಲ್ಲಿ ಪೊಲೀಸ್ ಇನ್ಸ್‌ಪೆಕ್ಟರ್ ಪರಶಿವಮೂರ್ತಿ ಹಾಗೂ ಬೇಗೂರು ಪೊಲೀಸ್ ವೃತ್ತ ನಿರೀಕ್ಷಕರಾದ ಮಹದೇವ ಇದ್ದರು.	[1227, 2040, 1468, 2148]
bottom-story-caption: 2,15,316 ಮತದಾರರು ಇದ್ದು ಹೆಚ್ಚಿನ ಹೊಂದಿದ್ದಾರೆ ಎಂದು ತಿಳಿಸಿದರು. ಇವರಲ್ಲಿ ಕೆಲವರು ಮತಗಟ್ಟೆಗೆ ಬಂದು ಮತದಾನ ಮಾಡಲು ಸಾಧ್ಯವಾಗದ ಹಿರಿಯ ನಾಗರಿಕರಿಗೆ ಮನೆಯಿಂದಲೇ ಮತದಾನ ಮಾಡುವ ಅವಕಾಶ ಕಲ್ಪಿಸಲಾಗಿದೆ.	[310, 2308, 720, 2333]
main-story-2-body: ಭವನದಲ್ಲಿ ಸಭೆ ಇದ್ದು ಅಂದಿನ ಕಾರ್ಯಕ್ರಮಕ್ಕೂ ಹೆಚ್ಚಿನ ಸಂಖ್ಯೆಯಲ್ಲಿ ಭಾಗವಹಿಸಿ ಬೆಂಕಿಂದು ಕೋರಿದರು. ಮುಂದುವರೆದು ಮಾತನಾಡಿದ ಸುನಿಲ್ ಬೋಸ್ ಇದು ಲೋಕಸಭಾ ಚುನಾವಣೆಗೆ ಕಾಂಗ್ರೆಸ್ ಪಕ್ಷ ನನಗೆ ಟಿಕೆಟ್ ನೀಡುವ ಮೂಲಕ ಅವಕಾಶ ಮಾಡಿಕೊಟ್ಟಿದೆ. ಈ ಚುನಾವಣೆಯಲ್ಲಿ ಸಕ್ರಿಯವಾಗಿ ಹಾಗೂ ಒಗ್ಗಟ್ಟಾಗಿ ಕೆಲಸ ಮಾಡಿ ನನ್ನನ್ನು ಗೆಲ್ಲಿಸಬೇಕು ಎಂದರು. ಈ ಸಂದರ್ಭದಲ್ಲಿ ರಾಜ್ಯ ಮಾರಾಟ ಸಹಕಾರ ಮಹಾಮಂಡಲದ ನಿರ್ದೇಶಕ ವೈ.ಎನ್.ಶಂಕರೇಗೌಡ, ಜಿ.ಪಂ ಮಾಜಿ ಸದಸ್ಯರಾದ,ತಲಕಾಡು ಮಂಜು	[655, 1126, 923, 1235]
bottom-rule	[45, 2379, 1471, 2382]
